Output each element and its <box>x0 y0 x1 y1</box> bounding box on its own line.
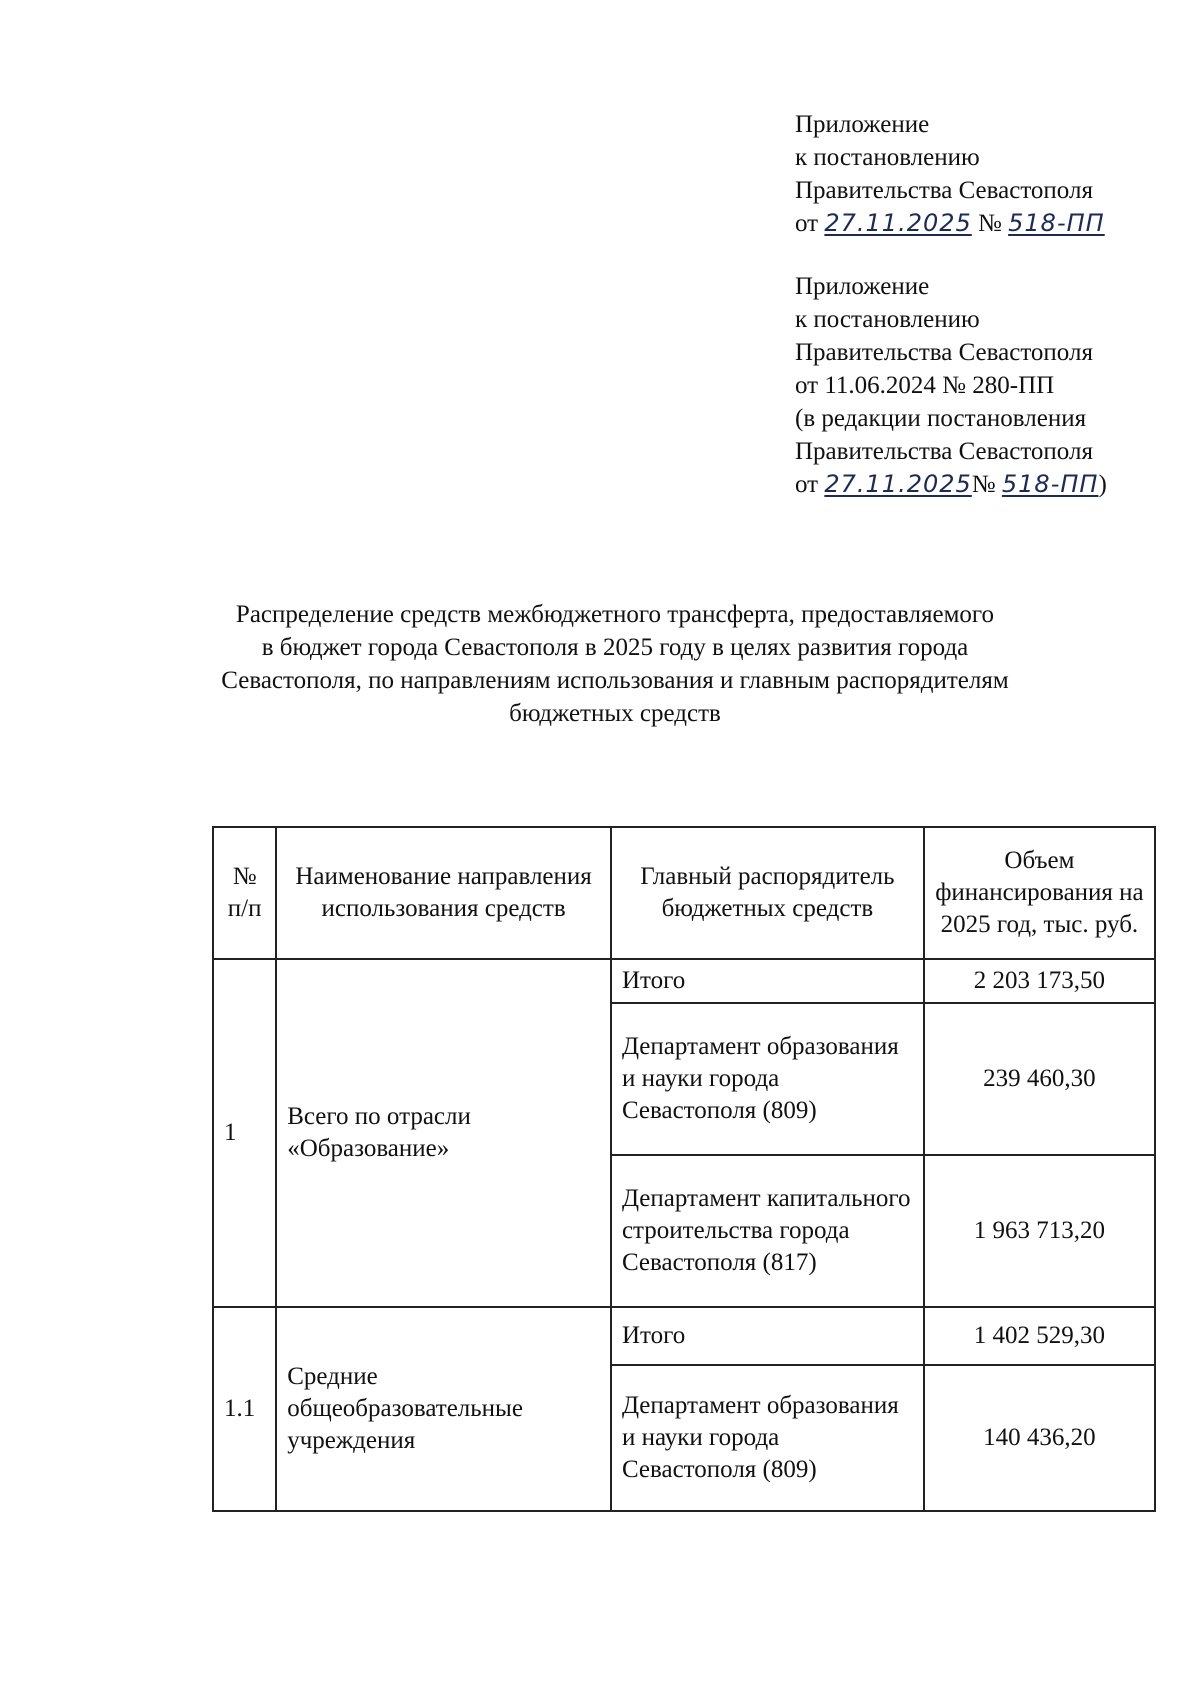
date-prefix: от <box>795 471 819 498</box>
row-number: 1.1 <box>213 1307 276 1511</box>
volume-cell: 239 460,30 <box>924 1003 1155 1155</box>
direction-name: Средние общеобразовательные учреждения <box>276 1307 611 1511</box>
appendix-edition-date-number <box>795 468 1155 501</box>
appendix-government: Правительства Севастополя <box>795 339 1093 366</box>
admin-cell: Департамент образования и науки города Севастополя (809) <box>611 1365 924 1511</box>
appendix-label: Приложение <box>795 273 930 300</box>
title-line: в бюджет города Севастополя в 2025 году в целях развития города <box>261 634 969 661</box>
admin-cell: Итого <box>611 1307 924 1365</box>
number-sign: № <box>978 210 1002 237</box>
handwritten-number: 518-ПП <box>1001 470 1099 498</box>
title-line: бюджетных средств <box>509 700 721 727</box>
table-header-row <box>213 827 1155 959</box>
header-number: № п/п <box>213 827 276 959</box>
table-row <box>213 1307 1155 1365</box>
number-sign: № <box>971 471 996 498</box>
header-admin: Главный распорядитель бюджетных средств <box>611 827 924 959</box>
admin-cell: Департамент капитального строительства города Севастополя (817) <box>611 1155 924 1307</box>
handwritten-date: 27.11.2025 <box>824 209 972 237</box>
table-row <box>213 959 1155 1003</box>
appendix-to-resolution: к постановлению <box>795 144 980 171</box>
appendix-previous-stamp <box>795 270 1155 501</box>
appendix-government: Правительства Севастополя <box>795 177 1093 204</box>
appendix-government-2: Правительства Севастополя <box>795 438 1093 465</box>
admin-cell: Департамент образования и науки города Севастополя (809) <box>611 1003 924 1155</box>
header-volume: Объем финансирования на 2025 год, тыс. руб. <box>924 827 1155 959</box>
title-line: Севастополя, по направлениям использования и главным распорядителям <box>221 667 1009 694</box>
volume-cell: 140 436,20 <box>924 1365 1155 1511</box>
handwritten-date: 27.11.2025 <box>824 470 972 498</box>
header-name: Наименование направления использования средств <box>276 827 611 959</box>
appendix-label: Приложение <box>795 111 930 138</box>
appendix-edition-note: (в редакции постановления <box>795 405 1087 432</box>
volume-cell: 1 963 713,20 <box>924 1155 1155 1307</box>
appendix-current-stamp <box>795 108 1155 240</box>
row-number: 1 <box>213 959 276 1307</box>
appendix-date-number <box>795 207 1155 240</box>
closing-parenthesis: ) <box>1098 471 1107 498</box>
handwritten-number: 518-ПП <box>1008 209 1105 237</box>
date-prefix: от <box>795 210 819 237</box>
document-title <box>180 598 1050 730</box>
appendix-to-resolution: к постановлению <box>795 306 980 333</box>
distribution-table <box>212 826 1156 1512</box>
volume-cell: 1 402 529,30 <box>924 1307 1155 1365</box>
volume-cell: 2 203 173,50 <box>924 959 1155 1003</box>
direction-name: Всего по отрасли «Образование» <box>276 959 611 1307</box>
title-line: Распределение средств межбюджетного трансферта, предоставляемого <box>235 601 995 628</box>
admin-cell: Итого <box>611 959 924 1003</box>
appendix-original-date: от 11.06.2024 № 280-ПП <box>795 372 1055 399</box>
